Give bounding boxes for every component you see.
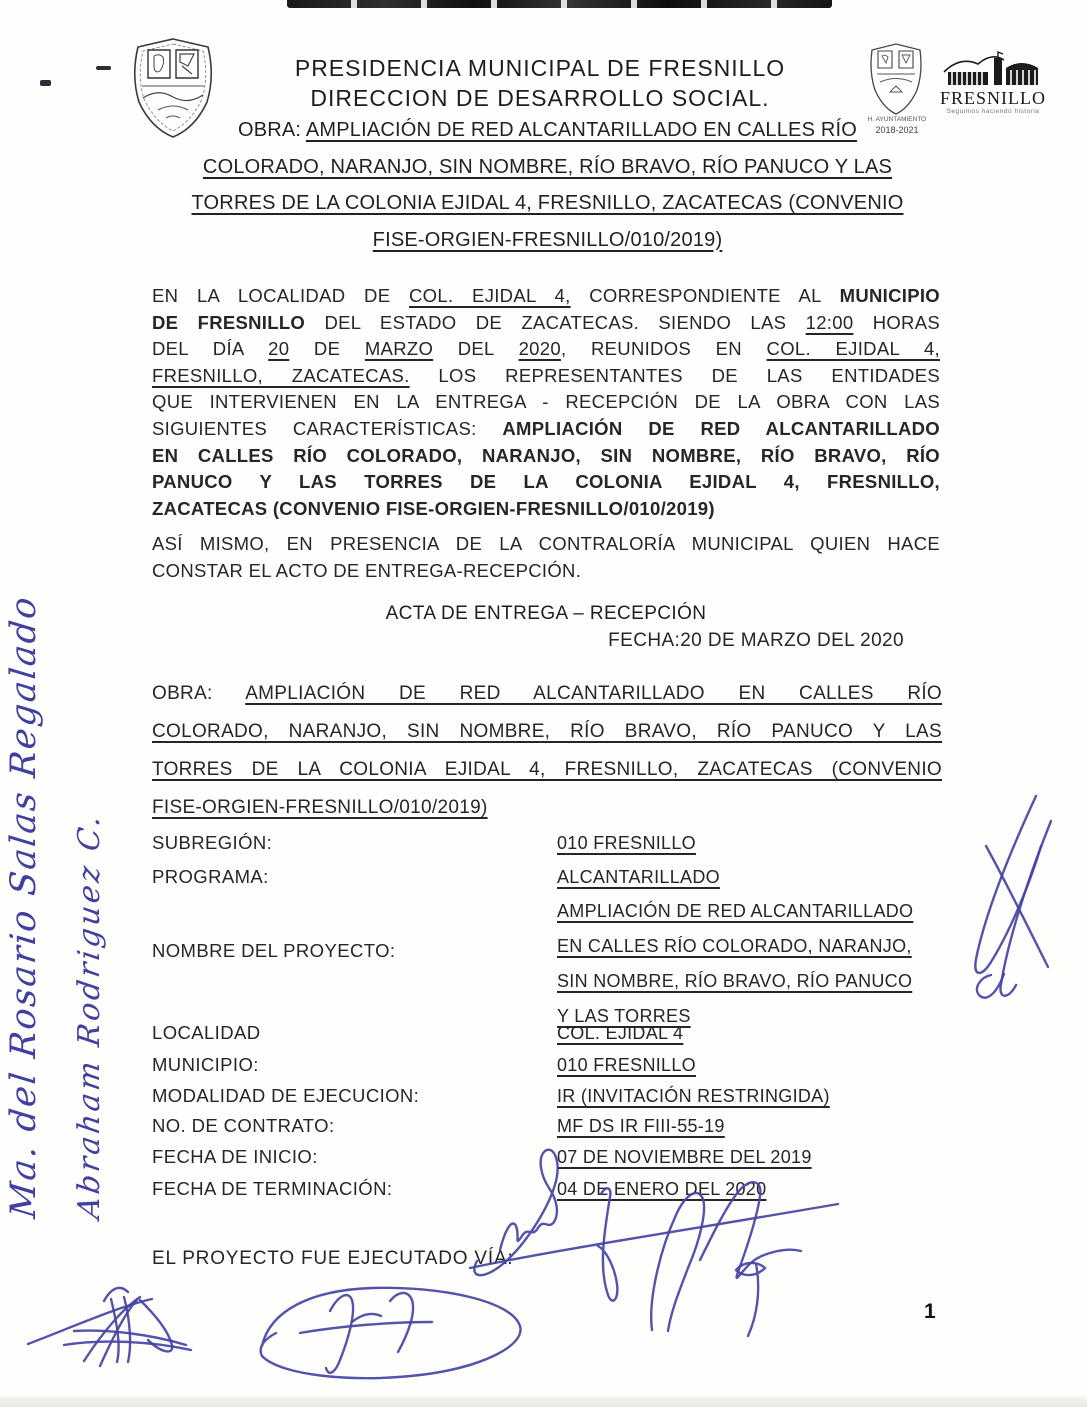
field-value-line: 010 FRESNILLO <box>557 833 696 853</box>
field-value-line: ALCANTARILLADO <box>557 867 720 887</box>
fresnillo-skyline-logo <box>940 50 1046 90</box>
text-line: DEL DÍA 20 DE MARZO DEL 2020, REUNIDOS EN COL. EJIDAL 4, <box>152 338 940 360</box>
header-title-line1: PRESIDENCIA MUNICIPAL DE FRESNILLO <box>294 55 786 81</box>
text-line: TORRES DE LA COLONIA EJIDAL 4, FRESNILLO, ZACATECAS (CONVENIO <box>191 192 904 214</box>
field-value-line: 07 DE NOVIEMBRE DEL 2019 <box>557 1147 812 1167</box>
text-line: EN CALLES RÍO COLORADO, NARANJO, SIN NOMBRE, RÍO BRAVO, RÍO <box>152 444 940 466</box>
text-line: QUE INTERVIENEN EN LA ENTREGA - RECEPCIÓN DE LA OBRA CON LAS <box>152 391 940 413</box>
obra-heading <box>150 112 945 258</box>
text-line: FISE-ORGIEN-FRESNILLO/010/2019) <box>152 797 488 818</box>
field-label: FECHA DE TERMINACIÓN: <box>152 1178 393 1199</box>
text-line: COLORADO, NARANJO, SIN NOMBRE, RÍO BRAVO, RÍO PANUCO Y LAS <box>152 721 942 742</box>
field-label: MODALIDAD DE EJECUCION: <box>152 1085 420 1106</box>
handwritten-name-rosario-salas: Ma. del Rosario Salas Regalado <box>4 593 44 1221</box>
field-label: NO. DE CONTRATO: <box>152 1115 335 1136</box>
field-value-line: Y LAS TORRES <box>557 1006 691 1026</box>
intro-paragraph <box>152 283 940 522</box>
crest-caption-line2: 2018-2021 <box>875 125 919 135</box>
fresnillo-tagline: Seguimos haciendo historia <box>946 108 1040 115</box>
text-line: EN LA LOCALIDAD DE COL. EJIDAL 4, CORRESPONDIENTE AL MUNICIPIO <box>152 285 940 306</box>
field-value-line: COL. EJIDAL 4 <box>557 1023 684 1043</box>
field-value <box>557 832 944 867</box>
field-value <box>557 1146 944 1181</box>
scan-artifact-top-strip <box>287 0 832 8</box>
signature-right-margin <box>975 796 1051 998</box>
field-label: PROGRAMA: <box>152 866 269 887</box>
project-fields <box>152 826 944 1226</box>
header-title-line2: DIRECCION DE DESARROLLO SOCIAL. <box>310 85 770 111</box>
field-label: SUBREGIÓN: <box>152 832 273 853</box>
field-label: MUNICIPIO: <box>152 1054 259 1075</box>
field-value <box>557 900 944 1040</box>
field-value-line: AMPLIACIÓN DE RED ALCANTARILLADO <box>557 901 914 921</box>
field-value <box>557 1022 944 1057</box>
text-line: ZACATECAS (CONVENIO FISE-ORGIEN-FRESNILLO/010/2019) <box>152 497 715 519</box>
field-value <box>557 866 944 901</box>
obra-paragraph <box>152 675 942 827</box>
text-line: DE FRESNILLO DEL ESTADO DE ZACATECAS. SIENDO LAS 12:00 HORAS <box>152 311 940 333</box>
handwritten-name-abraham-rodriguez: Abraham Rodriguez C. <box>72 810 107 1221</box>
signature-bottom-left <box>28 1288 191 1366</box>
pen-mark <box>40 80 51 86</box>
field-value <box>557 1054 944 1089</box>
field-label: FECHA DE INICIO: <box>152 1146 318 1167</box>
acta-title: ACTA DE ENTREGA – RECEPCIÓN <box>385 603 707 624</box>
ejecutado-via-line: EL PROYECTO FUE EJECUTADO VÍA: <box>152 1248 514 1269</box>
text-line: TORRES DE LA COLONIA EJIDAL 4, FRESNILLO, ZACATECAS (CONVENIO <box>152 759 942 780</box>
field-value <box>557 1178 944 1213</box>
fresnillo-wordmark: FRESNILLO <box>939 88 1046 108</box>
scan-artifact-bottom-strip <box>0 1396 1087 1407</box>
field-value-line: 04 DE ENERO DEL 2020 <box>557 1179 767 1199</box>
field-value-line: IR (INVITACIÓN RESTRINGIDA) <box>557 1086 830 1106</box>
text-line: OBRA: AMPLIACIÓN DE RED ALCANTARILLADO EN CALLES RÍO <box>237 119 858 141</box>
pen-mark <box>96 66 111 70</box>
text-line: OBRA: AMPLIACIÓN DE RED ALCANTARILLADO EN CALLES RÍO <box>152 683 943 704</box>
page-number: 1 <box>924 1300 936 1323</box>
field-value-line: SIN NOMBRE, RÍO BRAVO, RÍO PANUCO <box>557 971 913 991</box>
contraloria-paragraph <box>152 531 940 584</box>
text-line: FISE-ORGIEN-FRESNILLO/010/2019) <box>372 228 723 251</box>
text-line: FRESNILLO, ZACATECAS. LOS REPRESENTANTES DE LAS ENTIDADES <box>152 364 941 386</box>
field-value-line: EN CALLES RÍO COLORADO, NARANJO, <box>557 936 912 956</box>
text-line: SIGUIENTES CARACTERÍSTICAS: AMPLIACIÓN DE RED ALCANTARILLADO <box>152 417 940 439</box>
field-label: LOCALIDAD <box>152 1022 261 1043</box>
field-value-line: 010 FRESNILLO <box>557 1055 696 1075</box>
field-value-line: MF DS IR FIII-55-19 <box>557 1116 725 1136</box>
text-line: PANUCO Y LAS TORRES DE LA COLONIA EJIDAL 4, FRESNILLO, <box>152 471 940 493</box>
text-line: COLORADO, NARANJO, SIN NOMBRE, RÍO BRAVO, RÍO PANUCO Y LAS <box>202 155 893 178</box>
crest-caption-line1: H. AYUNTAMIENTO <box>867 116 927 123</box>
text-line: ASÍ MISMO, EN PRESENCIA DE LA CONTRALORÍA MUNICIPAL QUIEN HACE <box>152 533 940 554</box>
field-value <box>557 1115 944 1150</box>
field-label: NOMBRE DEL PROYECTO: <box>152 940 396 961</box>
acta-fecha: FECHA:20 DE MARZO DEL 2020 <box>608 630 904 651</box>
signature-bottom-center <box>261 1288 521 1378</box>
ayuntamiento-crest-logo <box>866 42 926 116</box>
text-line: CONSTAR EL ACTO DE ENTREGA-RECEPCIÓN. <box>152 559 582 581</box>
